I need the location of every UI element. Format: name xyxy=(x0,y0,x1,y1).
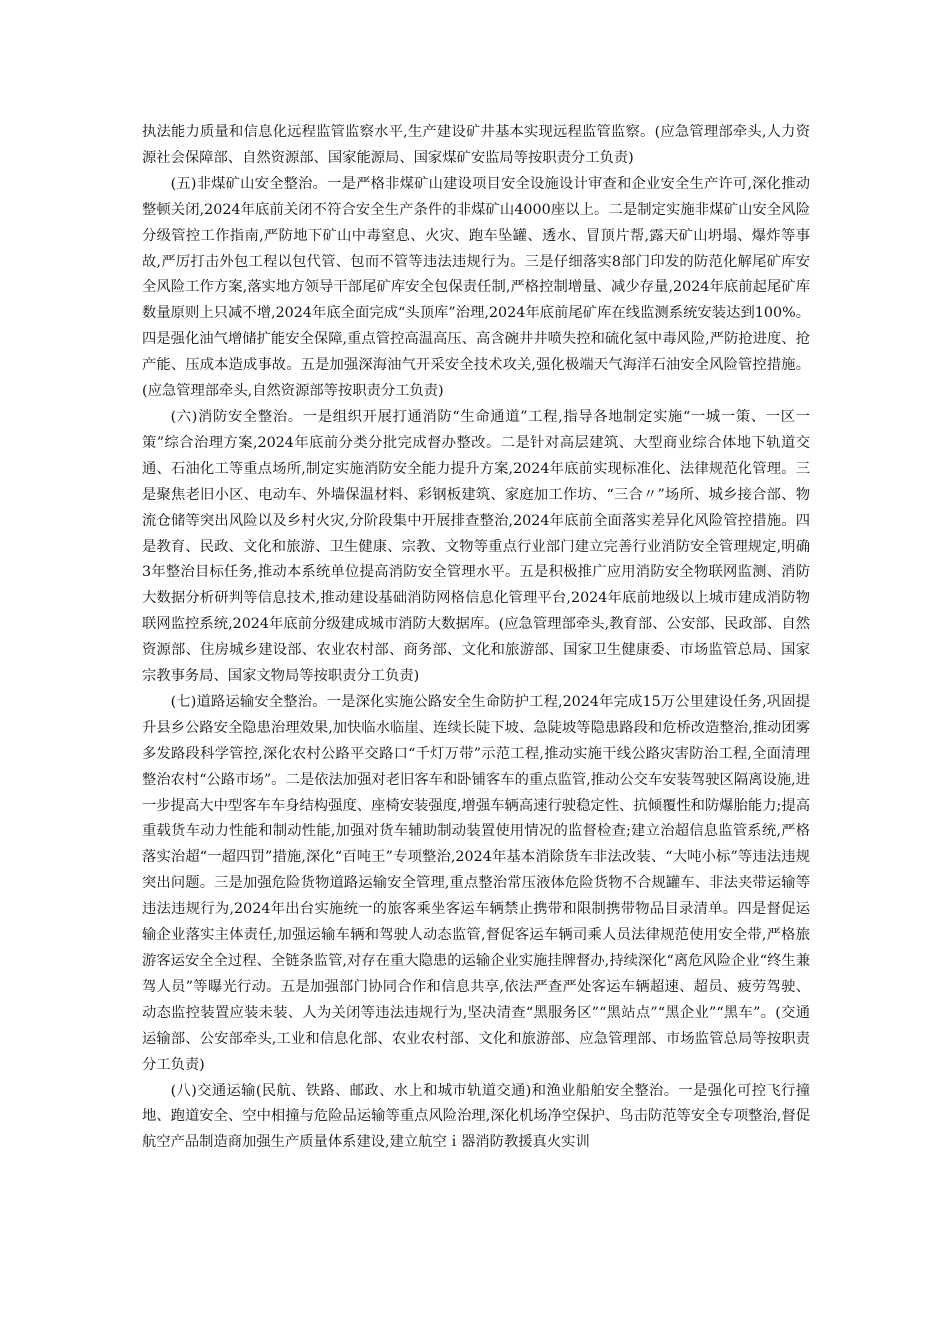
paragraph-road-transport-safety: (七)道路运输安全整治。一是深化实施公路安全生命防护工程,2024年完成15万公里建设任务,巩固提升县乡公路安全隐患治理效果,加快临水临崖、连续长陡下坡、急陡坡等隐患路段和危桥改造整治,推动团雾多发路段科学管控,深化农村公路平交路口“千灯万带”示范工程,推动实施干线公路灾害防治工程,全面清理整治农村“公路市场”。二是依法加强对老旧客车和卧铺客车的重点监管,推动公交车安装驾驶区隔离设施,进一步提高大中型客车车身结构强度、座椅安装强度,增强车辆高速行驶稳定性、抗倾覆性和防爆胎能力;提高重载货车动力性能和制动性能,加强对货车辅助制动装置使用情况的监督检查;建立治超信息监管系统,严格落实治超“一超四罚”措施,深化“百吨王”专项整治,2024年基本消除货车非法改装、“大吨小标”等违法违规突出问题。三是加强危险货物道路运输安全管理,重点整治常压液体危险货物不合规罐车、非法夹带运输等违法违规行为,2024年出台实施统一的旅客乘坐客运车辆禁止携带和限制携带物品目录清单。四是督促运输企业落实主体责任,加强运输车辆和驾驶人动态监管,督促客运车辆司乘人员法律规范使用安全带,严格旅游客运安全全过程、全链条监管,对存在重大隐患的运输企业实施挂牌督办,持续深化“离危风险企业“终生兼驾人员”等曝光行动。五是加强部门协同合作和信息共享,依法严查严处客运车辆超速、超员、疲劳驾驶、动态监控装置应装未装、人为关闭等违法违规行为,坚决清查“黑服务区”“黑站点”“黑企业”“黑车”。(交通运输部、公安部牵头,工业和信息化部、农业农村部、文化和旅游部、应急管理部、市场监管总局等按职责分工负责) xyxy=(142,693,810,1073)
document-page xyxy=(142,120,810,1156)
paragraph-continuation: 执法能力质量和信息化远程监管监察水平,生产建设矿井基本实现远程监管监察。(应急管理部牵头,人力资源社会保障部、自然资源部、国家能源局、国家煤矿安监局等按职责分工负责) xyxy=(142,124,810,166)
paragraph-non-coal-mine-safety: (五)非煤矿山安全整治。一是严格非煤矿山建设项目安全设施设计审查和企业安全生产许可,深化推动整顿关闭,2024年底前关闭不符合安全生产条件的非煤矿山4000座以上。二是制定实施非煤矿山安全风险分级管控工作指南,严防地下矿山中毒窒息、火灾、跑车坠罐、透水、冒顶片帮,露天矿山坍塌、爆炸等事故,严厉打击外包工程以包代管、包而不管等违法违规行为。三是仔细落实8部门印发的防范化解尾矿库安全风险工作方案,落实地方领导干部尾矿库安全包保责任制,严格控制增量、减少存量,2024年底前起尾矿库数量原则上只减不增,2024年底全面完成“头顶库”治理,2024年底前尾矿库在线监测系统安装达到100%。四是强化油气增储扩能安全保障,重点管控高温高压、高含碗井井喷失控和硫化氢中毒风险,严防抢进度、抢产能、压成本造成事故。五是加强深海油气开采安全技术攻关,强化极端天气海洋石油安全风险管控措施。(应急管理部牵头,自然资源部等按职责分工负责) xyxy=(142,175,810,400)
paragraph-transport-fishery-safety: (八)交通运输(民航、铁路、邮政、水上和城市轨道交通)和渔业船舶安全整治。一是强化可控飞行撞地、跑道安全、空中相撞与危险品运输等重点风险治理,深化机场净空保护、鸟击防范等安全专项整治,督促航空产品制造商加强生产质量体系建设,建立航空ｉ器消防教援真火实训 xyxy=(142,1082,810,1151)
paragraph-fire-safety: (六)消防安全整治。一是组织开展打通消防“生命通道”工程,指导各地制定实施“一城一策、一区一策”综合治理方案,2024年底前分类分批完成督办整改。二是针对高层建筑、大型商业综合体地下轨道交通、石油化工等重点场所,制定实施消防安全能力提升方案,2024年底前实现标准化、法律规范化管理。三是聚焦老旧小区、电动车、外墙保温材料、彩钢板建筑、家庭加工作坊、“三合〃”场所、城乡接合部、物流仓储等突出风险以及乡村火灾,分阶段集中开展排查整治,2024年底前全面落实差异化风险管控措施。四是教育、民政、文化和旅游、卫生健康、宗教、文物等重点行业部门建立完善行业消防安全管理规定,明确3年整治目标任务,推动本系统单位提高消防安全管理水平。五是积极推广应用消防安全物联网监测、消防大数据分析研判等信息技术,推动建设基础消防网格信息化管理平台,2024年底前地级以上城市建成消防物联网监控系统,2024年底前分级建成城市消防大数据库。(应急管理部牵头,教育部、公安部、民政部、自然资源部、住房城乡建设部、农业农村部、商务部、文化和旅游部、国家卫生健康委、市场监管总局、国家宗教事务局、国家文物局等按职责分工负责) xyxy=(142,408,810,685)
